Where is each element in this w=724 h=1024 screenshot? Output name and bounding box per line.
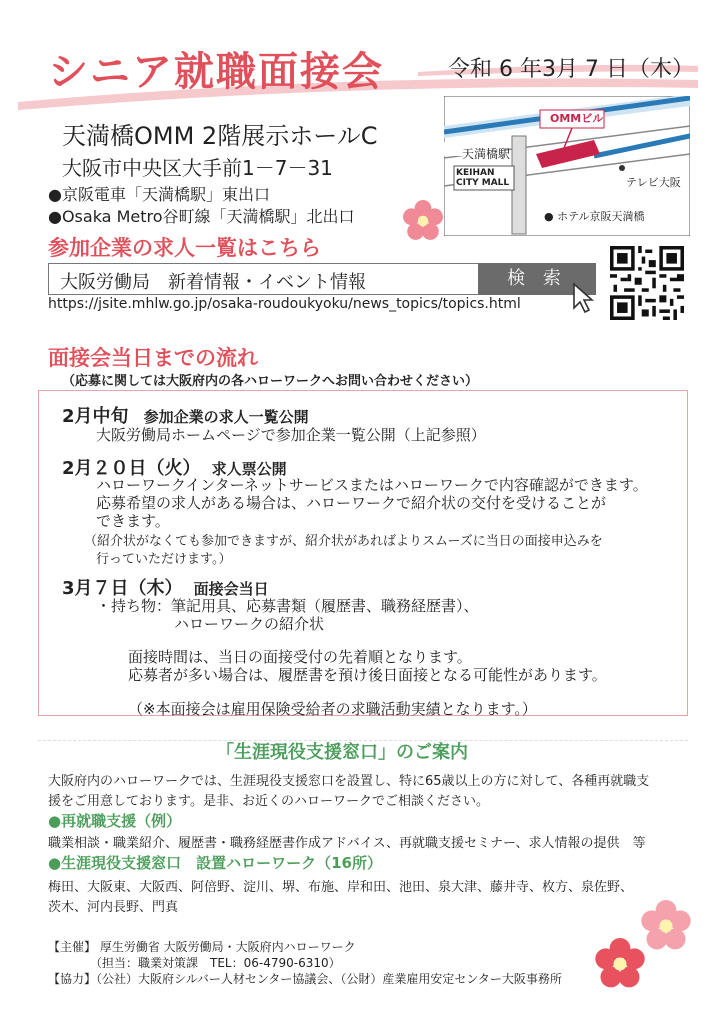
access-keihan: ●京阪電車「天満橋駅」東出口 — [48, 185, 270, 204]
cursor-icon — [572, 282, 598, 314]
step-date: 2月中旬 — [62, 406, 129, 427]
step-line: 大阪労働局ホームページで参加企業一覧公開（上記参照） — [96, 426, 486, 444]
step-date: 3月７日（木） — [62, 578, 183, 599]
plum-flower-icon — [594, 938, 646, 990]
support-section2-text: 梅田、大阪東、大阪西、阿倍野、淀川、堺、布施、岸和田、池田、泉大津、藤井寺、枚方、泉佐野、 — [48, 880, 634, 895]
footer-cooperation: 【協力】（公社）大阪府シルバー人材センター協議会、（公財）産業雇用安定センター大阪事務所 — [48, 972, 562, 986]
support-intro: 援をご用意しております。是非、お近くのハローワークでご相談ください。 — [48, 794, 489, 809]
page-title: シニア就職面接会 — [48, 49, 384, 95]
step-date: 2月２０日（火） — [62, 458, 201, 479]
search-button[interactable]: 検 索 — [478, 263, 596, 295]
event-date: 令和 6 年3月 7 日（木） — [448, 57, 694, 82]
step-line: ハローワークインターネットサービスまたはハローワークで内容確認ができます。 — [96, 476, 648, 494]
support-section2-title: ●生涯現役支援窓口 設置ハローワーク（16所） — [48, 854, 382, 872]
map-label-mall: KEIHAN CITY MALL — [456, 168, 510, 188]
support-section1-title: ●再就職支援（例） — [48, 812, 182, 830]
map-label-station: 天満橋駅 — [462, 147, 511, 161]
footer-contact: （担当：職業対策課 TEL：06-4790-6310） — [48, 956, 341, 970]
job-list-url[interactable]: https://jsite.mhlw.go.jp/osaka-roudoukyoku/news_topics/topics.html — [48, 296, 521, 312]
support-section2-text: 茨木、河内長野、門真 — [48, 900, 179, 915]
search-input[interactable]: 大阪労働局 新着情報・イベント情報 — [60, 272, 366, 293]
step-line: できます。 — [96, 512, 170, 530]
step-extra: 応募者が多い場合は、履歴書を預け後日面接となる可能性があります。 — [128, 666, 607, 684]
support-section1-text: 職業相談・職業紹介、履歴書・職務経歴書作成アドバイス、再就職支援セミナー、求人情報の提供 等 — [48, 836, 646, 851]
step-extra: 面接時間は、当日の面接受付の先着順となります。 — [128, 648, 472, 666]
access-metro: ●Osaka Metro谷町線「天満橋駅」北出口 — [48, 207, 355, 226]
step-title: 面接会当日 — [193, 580, 269, 598]
step-title: 参加企業の求人一覧公開 — [143, 408, 309, 426]
footer-organizer: 【主催】 厚生労働省 大阪労働局・大阪府内ハローワーク — [48, 940, 356, 954]
support-heading: 「生涯現役支援窓口」のご案内 — [216, 742, 468, 763]
step-mid-feb — [62, 402, 309, 428]
map-label-omm: OMMビル — [550, 112, 604, 125]
step-note: （紹介状がなくても参加できますが、紹介状があればよりスムーズに当日の面接申込みを — [84, 534, 603, 549]
map-label-tv: テレビ大阪 — [626, 176, 681, 189]
support-intro: 大阪府内のハローワークでは、生涯現役支援窓口を設置し、特に65歳以上の方に対して、各種再就職支 — [48, 774, 650, 789]
flow-heading: 面接会当日までの流れ — [48, 346, 258, 370]
flow-footnote: （※本面接会は雇用保険受給者の求職活動実績となります。） — [128, 700, 537, 718]
plum-flower-icon — [640, 900, 692, 952]
plum-flower-icon — [402, 200, 444, 242]
step-note: 行っていただけます。） — [96, 552, 232, 567]
step-line: 応募希望の求人がある場合は、ハローワークで紹介状の交付を受けることが — [96, 494, 607, 512]
venue-address: 大阪市中央区大手前1－7－31 — [62, 156, 333, 180]
job-list-heading: 参加企業の求人一覧はこちら — [48, 236, 321, 260]
map-label-hotel: ● ホテル京阪天満橋 — [544, 210, 645, 223]
step-line: ハローワークの紹介状 — [174, 615, 325, 633]
venue-name: 天満橋OMM 2階展示ホールC — [62, 122, 378, 150]
step-line: ・持ち物：筆記用具、応募書類（履歴書、職務経歴書）、 — [96, 597, 479, 615]
step-title: 求人票公開 — [211, 460, 287, 478]
flow-subheading: （応募に関しては大阪府内の各ハローワークへお問い合わせください） — [62, 374, 479, 389]
qr-code-icon[interactable] — [610, 246, 684, 320]
